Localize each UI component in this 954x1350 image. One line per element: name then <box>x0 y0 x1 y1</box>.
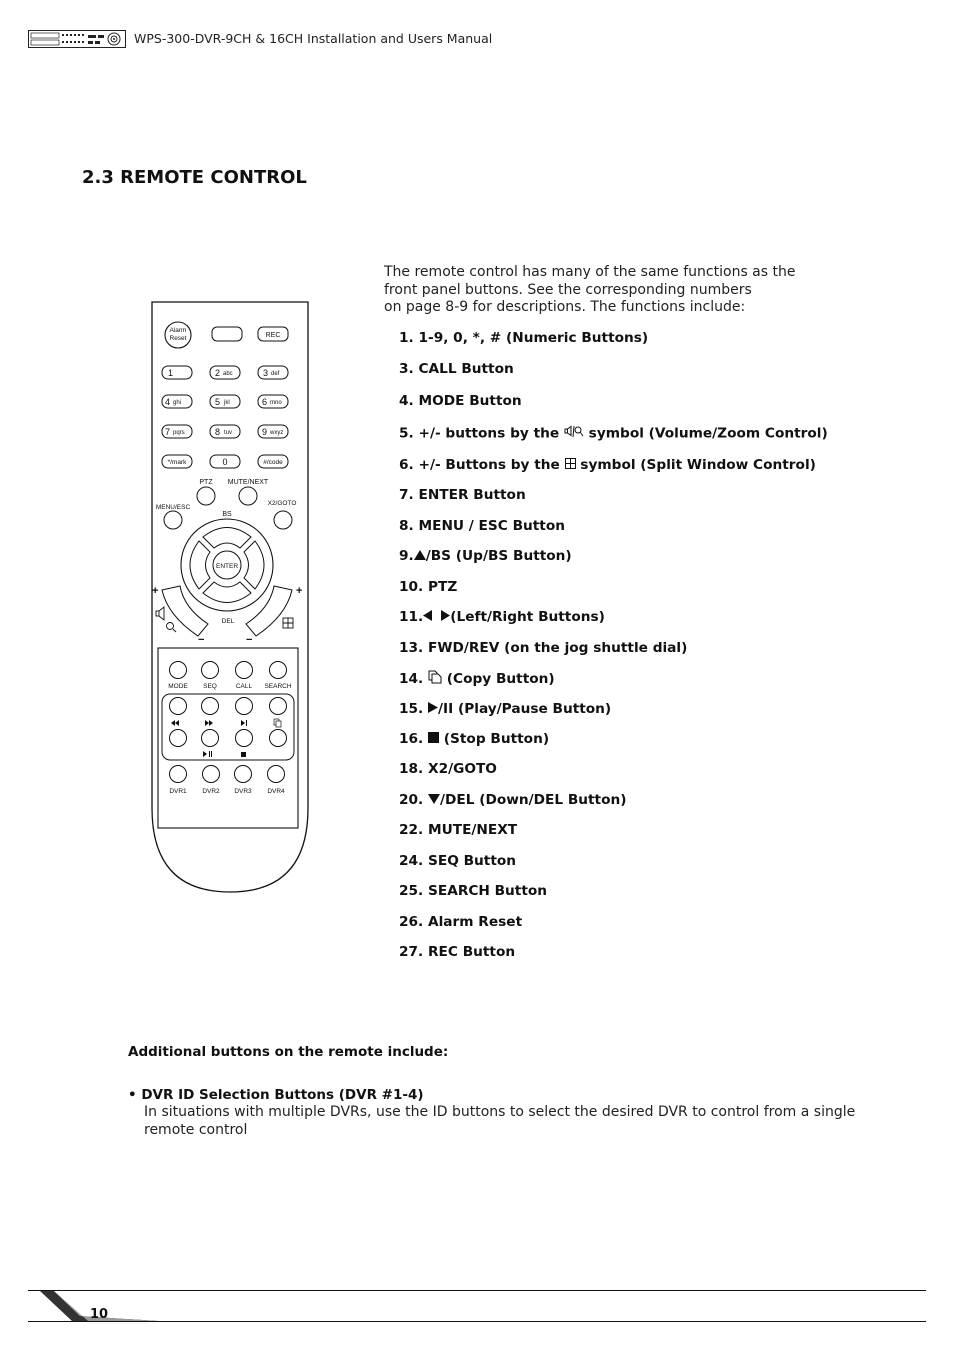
function-text: 8. MENU / ESC Button <box>399 518 565 534</box>
dvr-id-bullet-title: • DVR ID Selection Buttons (DVR #1-4) <box>128 1087 424 1103</box>
key-number: 3 <box>263 368 269 378</box>
dvr1-label: DVR1 <box>169 788 187 795</box>
search-label: SEARCH <box>264 683 292 690</box>
function-text: 18. X2/GOTO <box>399 761 497 777</box>
function-item <box>399 548 572 564</box>
call-label: CALL <box>235 683 253 690</box>
menu-esc-label: MENU/ESC <box>155 504 191 511</box>
function-text: 1. 1-9, 0, *, # (Numeric Buttons) <box>399 330 649 346</box>
function-text-pre: 11. <box>399 609 424 625</box>
alarm-reset-label-2: Reset <box>169 335 187 342</box>
function-item <box>399 457 816 473</box>
function-item <box>399 487 526 503</box>
key-number: 9 <box>262 427 268 437</box>
copy-icon <box>428 670 442 688</box>
stop-small-icon <box>241 752 246 757</box>
x2-goto-label: X2/GOTO <box>267 500 297 507</box>
seq-label: SEQ <box>203 683 217 690</box>
function-text-post: (Stop Button) <box>439 731 550 747</box>
key-number: */mark <box>167 459 187 466</box>
function-text: 27. REC Button <box>399 944 516 960</box>
enter-label: ENTER <box>215 563 239 570</box>
function-item <box>399 792 627 808</box>
split-window-icon <box>565 457 576 473</box>
function-text-pre: 5. +/- buttons by the <box>399 425 564 442</box>
dvr-id-bullet-body: In situations with multiple DVRs, use the ID buttons to select the desired DVR to control from a single remote control <box>144 1104 856 1138</box>
function-text: 25. SEARCH Button <box>399 883 548 899</box>
function-item <box>399 701 611 717</box>
function-item <box>399 393 522 409</box>
function-item <box>399 761 497 777</box>
function-text: 7. ENTER Button <box>399 487 526 503</box>
function-text: 4. MODE Button <box>399 393 522 409</box>
function-text-post: symbol (Split Window Control) <box>575 457 816 473</box>
key-letters: mno <box>270 400 282 406</box>
minus-left: − <box>198 634 205 646</box>
bs-label: BS <box>222 511 232 518</box>
function-text-pre: 9. <box>399 548 414 564</box>
mute-next-label: MUTE/NEXT <box>227 479 269 486</box>
intro-paragraph <box>384 264 804 317</box>
key-letters: def <box>271 371 280 377</box>
function-text: 13. FWD/REV (on the jog shuttle dial) <box>399 640 688 656</box>
function-text-post: symbol (Volume/Zoom Control) <box>583 425 828 442</box>
remote-body <box>152 302 308 892</box>
key-number: 0 <box>222 457 228 467</box>
function-text: 26. Alarm Reset <box>399 914 523 930</box>
function-item <box>399 579 457 595</box>
remote-control-illustration <box>140 298 320 898</box>
del-label: DEL <box>221 618 235 625</box>
function-item <box>399 518 565 534</box>
ptz-label: PTZ <box>199 479 213 486</box>
minus-right: − <box>246 634 253 646</box>
function-text: 3. CALL Button <box>399 361 514 377</box>
intro-line: The remote control has many of the same functions as the <box>384 264 796 280</box>
key-number: 4 <box>165 397 171 407</box>
function-item <box>399 640 687 656</box>
function-text-post: /II (Play/Pause Button) <box>438 701 612 717</box>
function-text: 24. SEQ Button <box>399 853 517 869</box>
plus-right: + <box>296 585 303 597</box>
left-right-triangle-icon <box>423 609 450 625</box>
function-item <box>399 609 605 625</box>
key-number: 2 <box>215 368 221 378</box>
intro-line: on page 8-9 for descriptions. The functions include: <box>384 299 746 315</box>
page-footer <box>28 1290 926 1322</box>
key-number: 8 <box>215 427 221 437</box>
function-text-post: /DEL (Down/DEL Button) <box>440 792 627 808</box>
function-text-pre: 14. <box>399 671 429 687</box>
manual-title: WPS-300-DVR-9CH & 16CH Installation and Users Manual <box>134 31 493 46</box>
function-text-pre: 16. <box>399 731 429 747</box>
function-text-post: (Copy Button) <box>442 671 555 687</box>
section-title: 2.3 REMOTE CONTROL <box>82 167 307 188</box>
volume-zoom-icon <box>564 425 584 442</box>
key-number: 1 <box>168 368 174 378</box>
function-text-post: /BS (Up/BS Button) <box>425 548 572 564</box>
function-item <box>399 670 555 688</box>
key-letters: jkl <box>224 400 230 406</box>
play-triangle-icon <box>428 701 438 717</box>
dvr3-label: DVR3 <box>234 788 252 795</box>
function-item <box>399 914 522 930</box>
mode-label: MODE <box>168 683 188 690</box>
function-text: 22. MUTE/NEXT <box>399 822 518 838</box>
key-letters: tuv <box>224 430 233 436</box>
function-item <box>399 853 516 869</box>
function-item <box>399 330 648 346</box>
function-item <box>399 425 828 442</box>
key-letters: ghi <box>173 400 182 406</box>
function-text-pre: 20. <box>399 792 429 808</box>
stop-square-icon <box>428 731 439 747</box>
function-item <box>399 361 514 377</box>
function-text-pre: 15. <box>399 701 429 717</box>
plus-left: + <box>152 585 159 597</box>
function-text: 10. PTZ <box>399 579 458 595</box>
dvr4-label: DVR4 <box>267 788 285 795</box>
key-letters: wxyz <box>270 430 284 436</box>
additional-heading: Additional buttons on the remote include: <box>128 1044 449 1060</box>
key-number: 7 <box>165 427 171 437</box>
key-number: #/code <box>263 459 283 466</box>
key-number: 5 <box>215 397 221 407</box>
rec-label: REC <box>265 332 281 339</box>
function-text-post: (Left/Right Buttons) <box>450 609 605 625</box>
key-number: 6 <box>262 397 268 407</box>
alarm-reset-label-1: Alarm <box>169 327 187 334</box>
up-triangle-icon <box>414 548 426 564</box>
function-text-pre: 6. +/- Buttons by the <box>399 457 565 473</box>
page-number: 10 <box>90 1307 109 1322</box>
key-letters: pqrs <box>173 430 185 436</box>
function-item <box>399 731 549 747</box>
intro-line: front panel buttons. See the corresponding numbers <box>384 281 752 298</box>
key-letters: abc <box>223 371 233 377</box>
dvr-unit-thumbnail-icon <box>28 28 126 50</box>
function-item <box>399 944 515 960</box>
function-item <box>399 822 517 838</box>
function-item <box>399 883 547 899</box>
dvr2-label: DVR2 <box>202 788 220 795</box>
down-triangle-icon <box>428 792 440 808</box>
